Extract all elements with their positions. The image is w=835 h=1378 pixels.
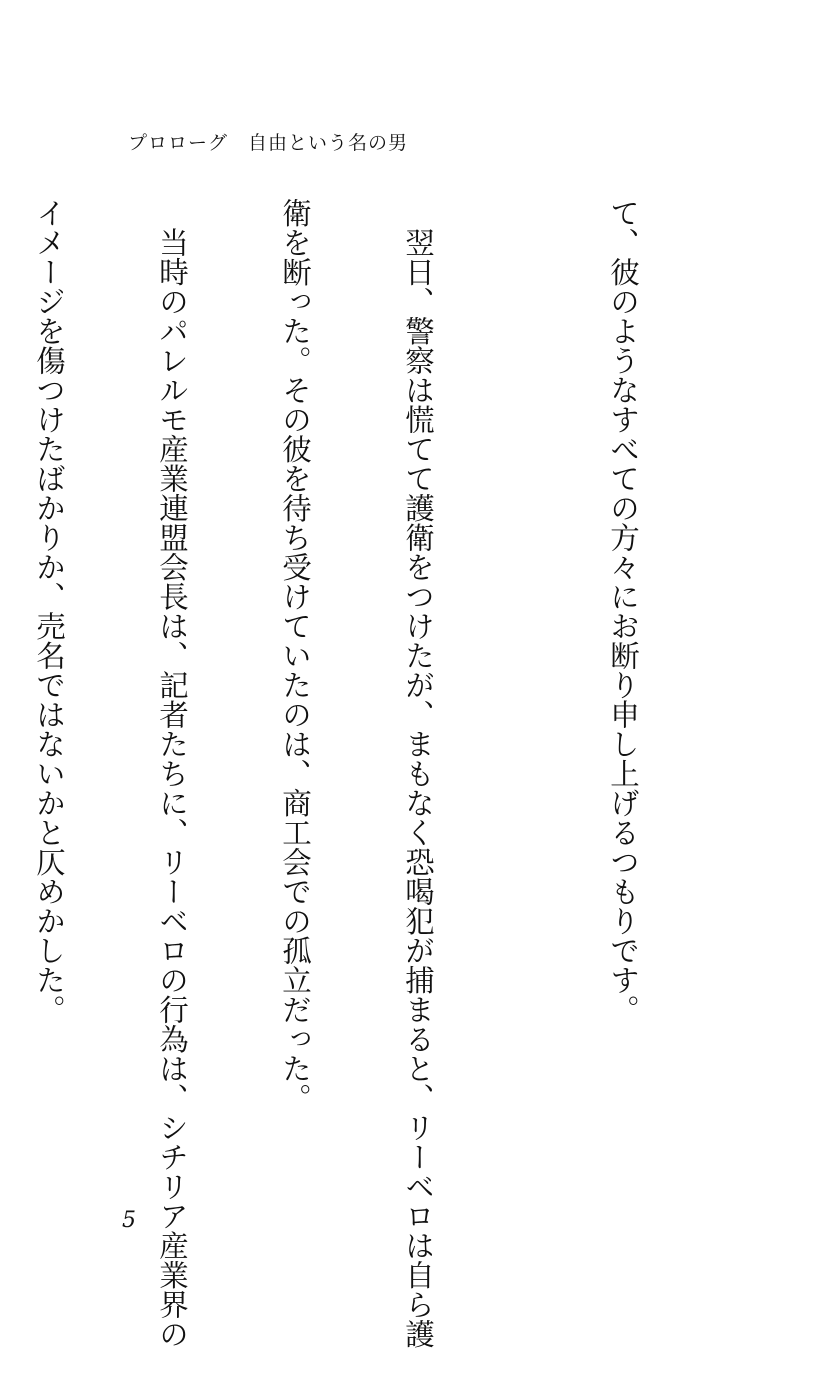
- running-head: プロローグ 自由という名の男: [128, 132, 409, 154]
- text-line: イメージを傷つけたばかりか、売名ではないかと仄めかした。: [32, 198, 66, 1024]
- text-line: 翌日、警察は慌てて護衛をつけたが、まもなく恐喝犯が捕まると、リーベロは自ら護: [401, 198, 435, 1349]
- text-line: 当時のパレルモ産業連盟会長は、記者たちに、リーベロの行為は、シチリア産業界の: [155, 198, 189, 1349]
- body-text: [32, 198, 725, 1349]
- page-number: 5: [122, 1208, 136, 1233]
- text-line: 衛を断った。その彼を待ち受けていたのは、商工会での孤立だった。: [278, 198, 312, 1113]
- text-line: て、彼のようなすべての方々にお断り申し上げるつもりです。: [606, 198, 640, 1024]
